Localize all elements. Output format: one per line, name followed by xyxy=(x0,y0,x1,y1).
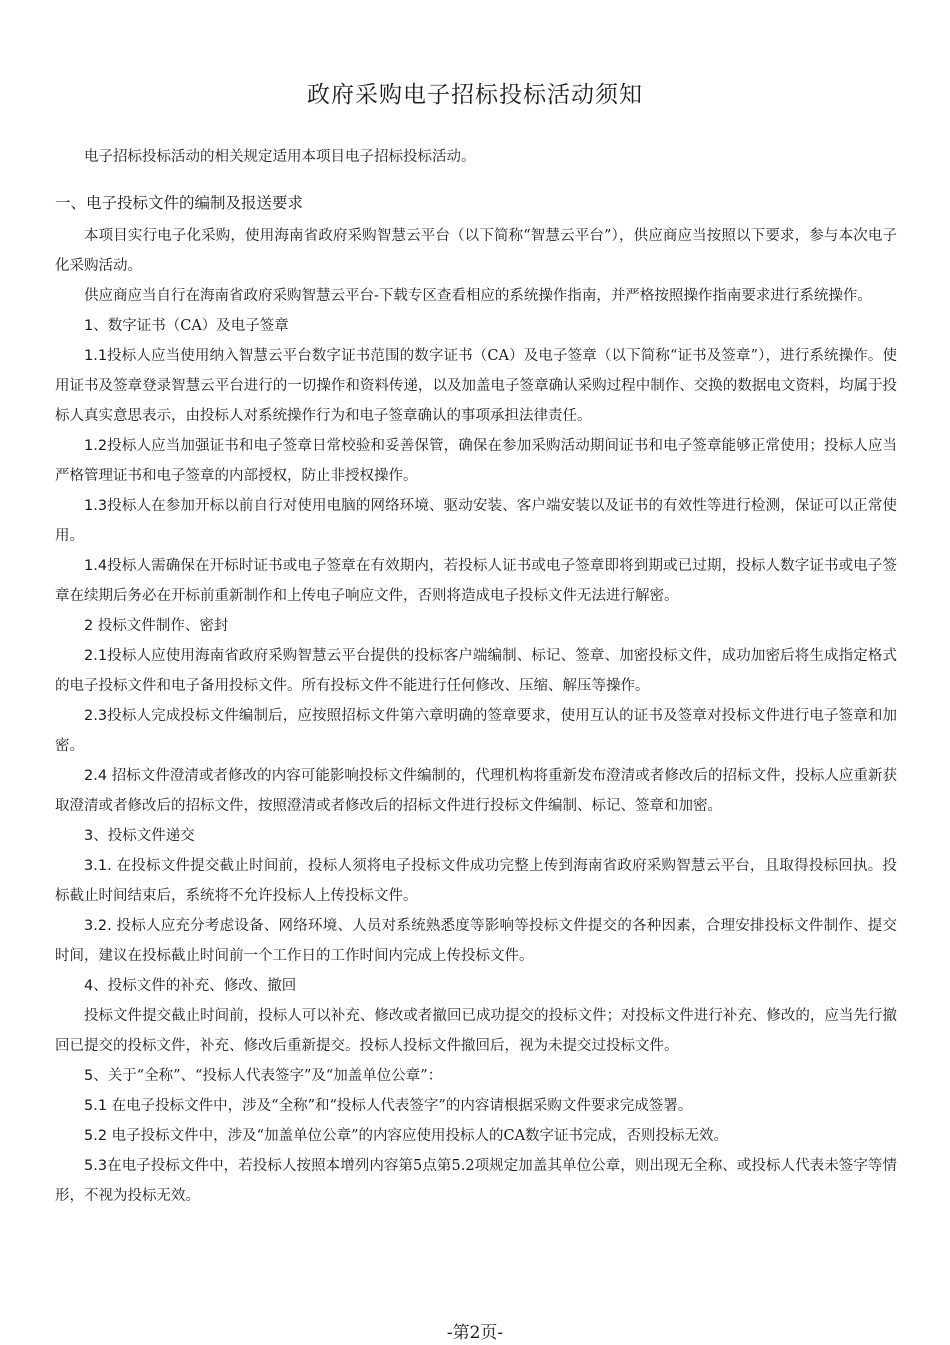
document-title: 政府采购电子招标投标活动须知 xyxy=(307,82,643,108)
clause xyxy=(55,1001,897,1061)
item-number: 5.1 xyxy=(84,1098,108,1114)
item-number: 1.3 xyxy=(84,498,108,514)
clause xyxy=(55,911,897,971)
item-number: 1.1 xyxy=(84,348,108,364)
item-number: 2.4 xyxy=(84,768,108,784)
item-number: 5.2 xyxy=(84,1128,108,1144)
document-body xyxy=(55,142,897,1211)
clause xyxy=(55,431,897,491)
clause xyxy=(55,851,897,911)
clause xyxy=(55,491,897,551)
item-number: 5.3 xyxy=(84,1158,108,1174)
item-number: 1.2 xyxy=(84,438,108,454)
clause xyxy=(55,551,897,611)
item-text: 投标人应当加强证书和电子签章日常校验和妥善保管，确保在参加采购活动期间证书和电子签章能够正常使用；投标人应当严格管理证书和电子签章的内部授权，防止非授权操作。 xyxy=(55,438,897,484)
item-number: 3 xyxy=(84,828,94,844)
item-text: 投标文件制作、密封 xyxy=(93,618,229,634)
item-text: 投标人在参加开标以前自行对使用电脑的网络环境、驱动安装、客户端安装以及证书的有效性等进行检测，保证可以正常使用。 xyxy=(55,498,897,544)
item-text: 在电子投标文件中，涉及“全称”和“投标人代表签字”的内容请根据采购文件要求完成签署。 xyxy=(107,1098,693,1114)
item-text: 、数字证书（CA）及电子签章 xyxy=(93,318,289,334)
paragraph: 供应商应当自行在海南省政府采购智慧云平台-下载专区查看相应的系统操作指南，并严格按照操作指南要求进行系统操作。 xyxy=(84,288,872,304)
clause xyxy=(55,1121,897,1151)
paragraph: 本项目实行电子化采购，使用海南省政府采购智慧云平台（以下简称“智慧云平台”），供应商应当按照以下要求，参与本次电子化采购活动。 xyxy=(55,228,897,274)
clause xyxy=(55,701,897,761)
item-text: 投标文件提交截止时间前，投标人可以补充、修改或者撤回已成功提交的投标文件；对投标文件进行补充、修改的，应当先行撤回已提交的投标文件，补充、修改后重新提交。投标人投标文件撤回后，视为未提交过投标文件。 xyxy=(55,1008,897,1054)
clause xyxy=(55,1091,897,1121)
intro-paragraph: 电子招标投标活动的相关规定适用本项目电子招标投标活动。 xyxy=(84,149,476,165)
item-text: 投标人需确保在开标时证书或电子签章在有效期内，若投标人证书或电子签章即将到期或已过期，投标人数字证书或电子签章在续期后务必在开标前重新制作和上传电子响应文件，否则将造成电子投标文件无法进行解密。 xyxy=(55,558,897,604)
item-text: 投标人完成投标文件编制后，应按照招标文件第六章明确的签章要求，使用互认的证书及签章对投标文件进行电子签章和加密。 xyxy=(55,708,897,754)
subheading-2 xyxy=(55,611,897,641)
subheading-3 xyxy=(55,821,897,851)
clause xyxy=(55,1151,897,1211)
item-text: 电子投标文件中，涉及“加盖单位公章”的内容应使用投标人的CA数字证书完成，否则投标无效。 xyxy=(107,1128,729,1144)
clause xyxy=(55,341,897,431)
item-text: 、投标文件的补充、修改、撤回 xyxy=(93,978,297,994)
item-text: . 在投标文件提交截止时间前，投标人须将电子投标文件成功完整上传到海南省政府采购智慧云平台，且取得投标回执。投标截止时间结束后，系统将不允许投标人上传投标文件。 xyxy=(55,858,897,904)
item-number: 3.2 xyxy=(84,918,108,934)
item-text: . 投标人应充分考虑设备、网络环境、人员对系统熟悉度等影响等投标文件提交的各种因素，合理安排投标文件制作、提交时间，建议在投标截止时间前一个工作日的工作时间内完成上传投标文件。 xyxy=(55,918,897,964)
subheading-5 xyxy=(55,1061,897,1091)
item-text: 招标文件澄清或者修改的内容可能影响投标文件编制的，代理机构将重新发布澄清或者修改后的招标文件，投标人应重新获取澄清或者修改后的招标文件，按照澄清或者修改后的招标文件进行投标文件编制、标记、签章和加密。 xyxy=(55,768,897,814)
item-number: 1 xyxy=(84,318,94,334)
item-text: 投标人应使用海南省政府采购智慧云平台提供的投标客户端编制、标记、签章、加密投标文件，成功加密后将生成指定格式的电子投标文件和电子备用投标文件。所有投标文件不能进行任何修改、压缩、解压等操作。 xyxy=(55,648,897,694)
item-number: 2.1 xyxy=(84,648,108,664)
item-number: 2.3 xyxy=(84,708,108,724)
item-number: 3.1 xyxy=(84,858,108,874)
item-text: 、投标文件递交 xyxy=(93,828,195,844)
item-text: 在电子投标文件中，若投标人按照本增列内容第5点第5.2项规定加盖其单位公章，则出现无全称、或投标人代表未签字等情形，不视为投标无效。 xyxy=(55,1158,897,1204)
section-heading: 一、电子投标文件的编制及报送要求 xyxy=(55,194,304,212)
item-number: 4 xyxy=(84,978,94,994)
item-text: 、关于“全称”、“投标人代表签字”及“加盖单位公章”： xyxy=(93,1068,443,1084)
clause xyxy=(55,761,897,821)
subheading-4 xyxy=(55,971,897,1001)
item-number: 5 xyxy=(84,1068,94,1084)
item-number: 1.4 xyxy=(84,558,108,574)
clause xyxy=(55,641,897,701)
item-number: 2 xyxy=(84,618,94,634)
item-text: 投标人应当使用纳入智慧云平台数字证书范围的数字证书（CA）及电子签章（以下简称“证书及签章”），进行系统操作。使用证书及签章登录智慧云平台进行的一切操作和资料传递，以及加盖电子签章确认采购过程中制作、交换的数据电文资料，均属于投标人真实意思表示，由投标人对系统操作行为和电子签章确认的事项承担法律责任。 xyxy=(55,348,897,424)
page-number: -第2页- xyxy=(446,1323,504,1343)
subheading-1 xyxy=(55,311,897,341)
